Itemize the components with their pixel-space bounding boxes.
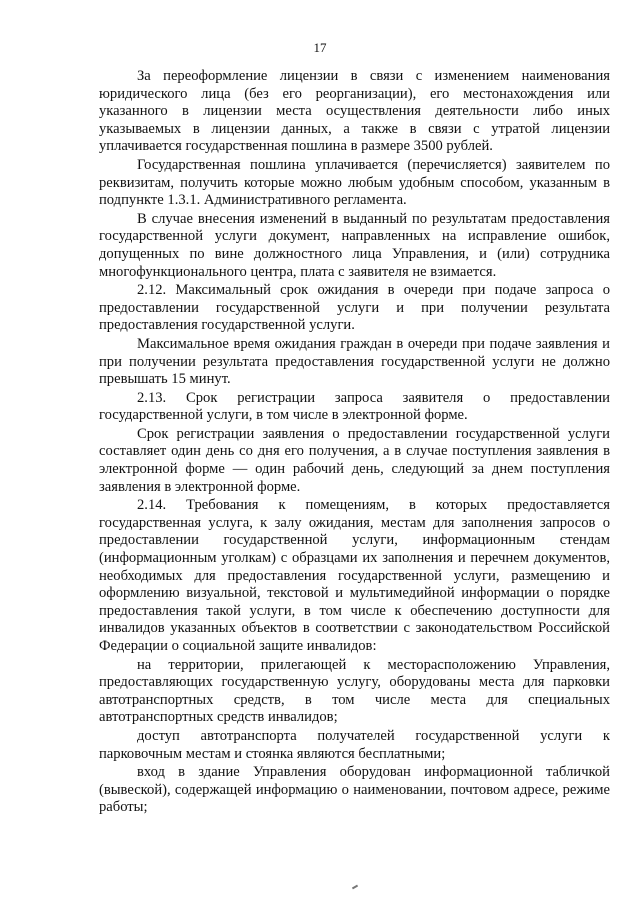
paragraph-parking-access: доступ автотранспорта получателей государственной услуги к парковочным местам и стоянка являются бесплатными; xyxy=(99,727,610,762)
paragraph-queue-time: Максимальное время ожидания граждан в очереди при подаче заявления и при получении результата предоставления государственной услуги не должно превышать 15 минут. xyxy=(99,335,610,388)
paragraph-error-correction: В случае внесения изменений в выданный по результатам предоставления государственной услуги документ, направленных на исправление ошибок, допущенных по вине должностного лица Управления, и (или) сотрудника многофункционального центра, плата с заявителя не взимается. xyxy=(99,210,610,280)
page-number: 17 xyxy=(313,40,327,55)
paragraph-section-2-12: 2.12. Максимальный срок ожидания в очереди при подаче запроса о предоставлении государственной услуги и при получении результата предоставления государственной услуги. xyxy=(99,282,610,334)
paragraph-parking-places: на территории, прилегающей к месторасположению Управления, предоставляющих государственную услугу, оборудованы места для парковки автотранспортных средств, в том числе места для специальных автотранспортных средств инвалидов; xyxy=(99,656,610,726)
paragraph-section-2-14: 2.14. Требования к помещениям, в которых предоставляется государственная услуга, к залу ожидания, местам для заполнения запросов о предоставлении государственной услуги, информационным стендам (информационным уголкам) с образцами их заполнения и перечнем документов, необходимых для предоставления государственной услуги, размещению и оформлению визуальной, текстовой и мультимедийной информации о порядке предоставления такой услуги, в том числе к обеспечению доступности для инвалидов указанных объектов в соответствии с законодательством Российской Федерации о социальной защите инвалидов: xyxy=(99,497,610,654)
scan-mark xyxy=(352,885,358,890)
paragraph-entrance-sign: вход в здание Управления оборудован информационной табличкой (вывеской), содержащей информацию о наименовании, почтовом адресе, режиме работы; xyxy=(99,764,610,816)
paragraph-fee-payment: Государственная пошлина уплачивается (перечисляется) заявителем по реквизитам, получить которые можно любым удобным способом, указанным в подпункте 1.3.1. Административного регламента. xyxy=(99,156,610,209)
paragraph-license-fee: За переоформление лицензии в связи с изменением наименования юридического лица (без его реорганизации), его местонахождения или указанного в лицензии места осуществления деятельности либо иных указываемых в лицензии данных, а также в связи с утратой лицензии уплачивается государственная пошлина в размере 3500 рублей. xyxy=(99,68,610,155)
paragraph-registration-term: Срок регистрации заявления о предоставлении государственной услуги составляет один день со дня его получения, а в случае поступления заявления в электронной форме — один рабочий день, следующий за днем поступления заявления в электронной форме. xyxy=(99,425,610,495)
document-body xyxy=(99,68,610,818)
paragraph-section-2-13: 2.13. Срок регистрации запроса заявителя о предоставлении государственной услуги, в том числе в электронной форме. xyxy=(99,389,610,424)
